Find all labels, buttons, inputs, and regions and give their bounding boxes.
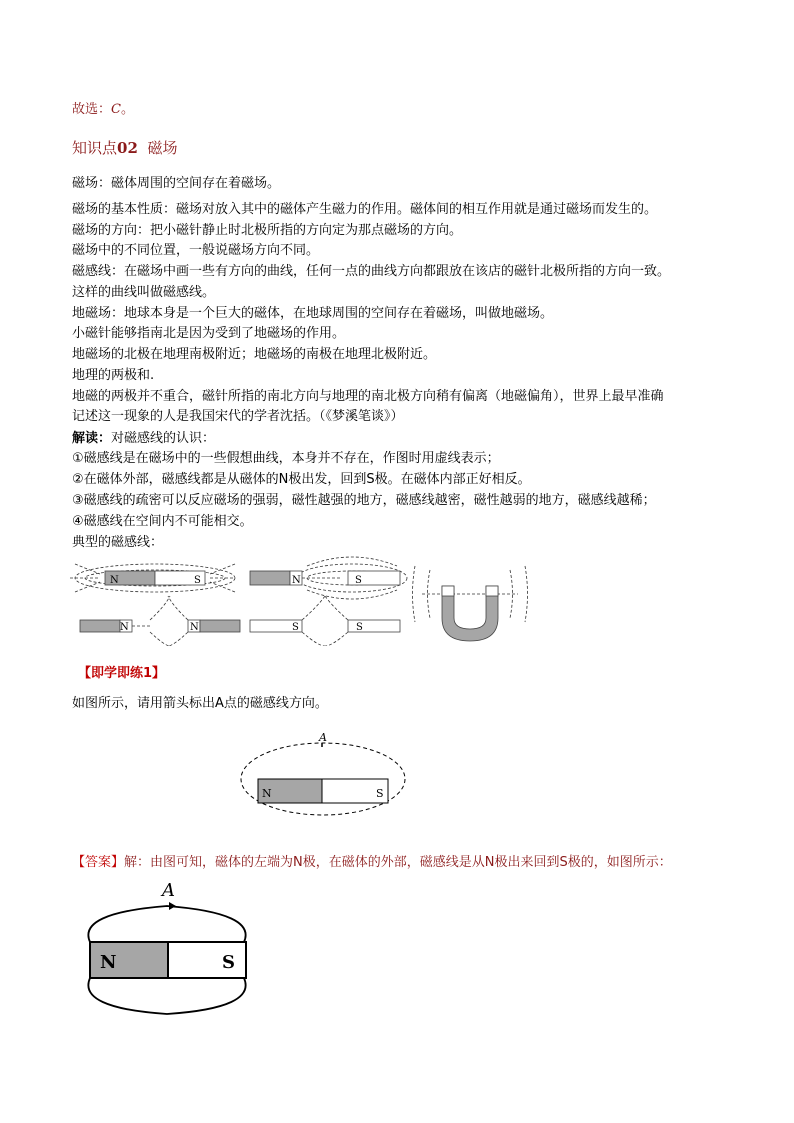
heading-prefix: 知识点 [72, 139, 118, 157]
answer-line [72, 851, 672, 870]
answer-text: 解：由图可知，磁体的左端为N极，在磁体的外部，磁感线是从N极出来回到S极的，如图所示： [124, 855, 672, 870]
paragraph-line: 小磁针能够指南北是因为受到了地磁场的作用。 [72, 326, 346, 341]
interpretation-intro: 对磁感线的认识： [111, 431, 216, 446]
magnet-pole-n: N [110, 575, 119, 586]
magnet-pole-n: N [120, 622, 129, 633]
choice-suffix: 。 [120, 102, 134, 117]
point-a-label: A [319, 731, 327, 744]
typical-field-lines-figure [70, 556, 530, 646]
magnet-pole-n: N [190, 622, 199, 633]
interpretation-label: 解读： [72, 431, 112, 446]
paragraph-line: 地磁场：地球本身是一个巨大的磁体，在地球周围的空间存在着磁场，叫做地磁场。 [72, 306, 554, 321]
magnet-pole-n: N [292, 575, 301, 586]
question-magnet-figure [230, 730, 420, 830]
magnet-pole-n: N [262, 787, 272, 800]
point-a-label: A [162, 880, 175, 901]
paragraph-line: 磁感线：在磁场中画一些有方向的曲线，任何一点的曲线方向都跟放在该店的磁针北极所指的方向一致。 [72, 264, 671, 279]
practice-question: 如图所示，请用箭头标出A点的磁感线方向。 [72, 696, 328, 711]
paragraph-line: 磁场的基本性质：磁场对放入其中的磁体产生磁力的作用。磁体间的相互作用就是通过磁场而发生的。 [72, 202, 658, 217]
magnet-pole-s: S [292, 622, 299, 633]
magnet-pole-s: S [194, 575, 201, 586]
heading-number: 02 [117, 139, 138, 157]
interpretation-line [72, 431, 215, 447]
interpretation-item: ②在磁体外部，磁感线都是从磁体的N极出发，回到S极。在磁体内部正好相反。 [72, 472, 531, 487]
paragraph-line: 记述这一现象的人是我国宋代的学者沈括。（《梦溪笔谈》） [72, 409, 404, 424]
interpretation-item: ④磁感线在空间内不可能相交。 [72, 514, 253, 529]
magnet-pole-s: S [355, 575, 362, 586]
interpretation-item: ③磁感线的疏密可以反应磁场的强弱，磁性越强的地方，磁感线越密，磁性越弱的地方，磁感线越稀； [72, 493, 656, 508]
magnet-pole-s: S [356, 622, 363, 633]
magnet-pole-n: N [100, 952, 117, 973]
practice-label: 【即学即练1】 [78, 666, 166, 681]
interpretation-item: ①磁感线是在磁场中的一些假想曲线，本身并不存在，作图时用虚线表示； [72, 451, 500, 466]
heading-title: 磁场 [147, 139, 178, 157]
answer-magnet-figure [72, 878, 272, 1018]
magnet-pole-s: S [222, 952, 235, 973]
choice-answer: C [111, 102, 121, 117]
paragraph-line: 地磁的两极并不重合，磁针所指的南北方向与地理的南北极方向稍有偏离（地磁偏角），世界上最早准确 [72, 389, 664, 404]
paragraph-line: 地理的两极和. [72, 368, 155, 383]
answer-tag: 【答案】 [72, 855, 125, 870]
typical-label: 典型的磁感线： [72, 535, 164, 550]
section-heading [72, 137, 177, 158]
paragraph-line: 地磁场的北极在地理南极附近；地磁场的南极在地理北极附近。 [72, 347, 437, 362]
paragraph-line: 磁场中的不同位置，一般说磁场方向不同。 [72, 243, 320, 258]
magnet-pole-s: S [376, 787, 384, 800]
answer-choice-line [72, 102, 134, 118]
paragraph-line: 磁场的方向：把小磁针静止时北极所指的方向定为那点磁场的方向。 [72, 223, 463, 238]
paragraph-line: 磁场：磁体周围的空间存在着磁场。 [72, 176, 281, 191]
field-direction-arrow [169, 902, 176, 910]
paragraph-line: 这样的曲线叫做磁感线。 [72, 285, 216, 300]
choice-prefix: 故选： [72, 102, 112, 117]
